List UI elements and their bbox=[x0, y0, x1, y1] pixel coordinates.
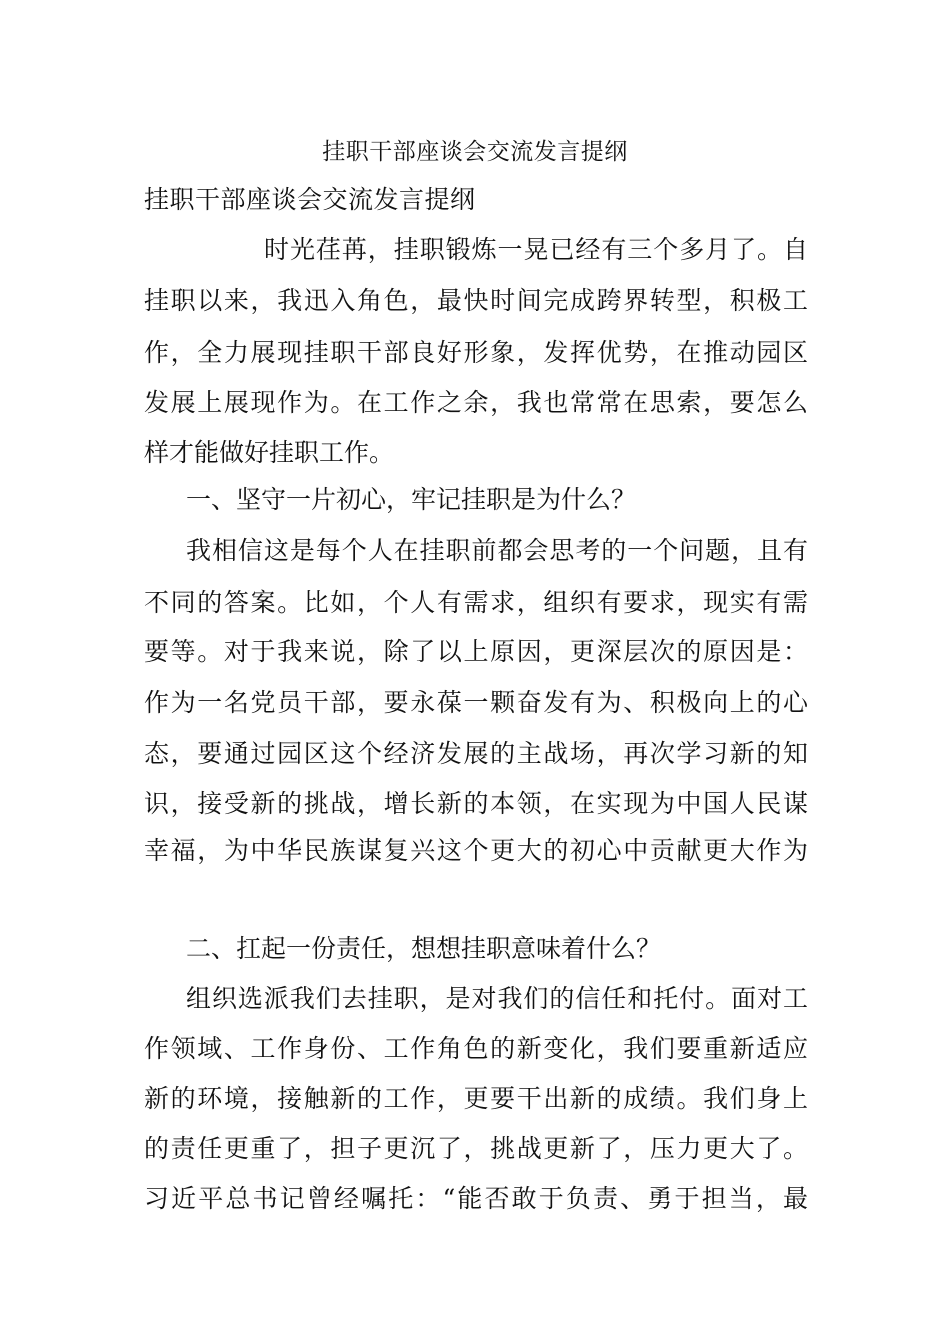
document-title: 挂职干部座谈会交流发言提纲 bbox=[322, 139, 628, 165]
section-heading: 一、坚守一片初心，牢记挂职是为什么？ bbox=[186, 485, 637, 514]
document-subtitle: 挂职干部座谈会交流发言提纲 bbox=[144, 185, 476, 214]
paragraph-line: 不同的答案。比如，个人有需求，组织有要求，现实有需 bbox=[144, 588, 808, 617]
paragraph-line: 我相信这是每个人在挂职前都会思考的一个问题，且有 bbox=[186, 536, 808, 565]
paragraph-line: 新的环境，接触新的工作，更要干出新的成绩。我们身上 bbox=[144, 1084, 808, 1113]
paragraph-line: 识，接受新的挑战，增长新的本领，在实现为中国人民谋 bbox=[144, 789, 808, 818]
paragraph-line: 要等。对于我来说，除了以上原因，更深层次的原因是： bbox=[144, 637, 808, 666]
paragraph-line: 样才能做好挂职工作。 bbox=[144, 438, 395, 467]
paragraph-line: 的责任更重了，担子更沉了，挑战更新了，压力更大了。 bbox=[144, 1134, 808, 1163]
paragraph-line: 习近平总书记曾经嘱托：“能否敢于负责、勇于担当，最 bbox=[144, 1184, 808, 1213]
paragraph-line: 发展上展现作为。在工作之余，我也常常在思索，要怎么 bbox=[144, 388, 808, 417]
paragraph-line: 组织选派我们去挂职，是对我们的信任和托付。面对工 bbox=[186, 984, 808, 1013]
paragraph-line: 态，要通过园区这个经济发展的主战场，再次学习新的知 bbox=[144, 739, 808, 768]
paragraph-line: 作为一名党员干部，要永葆一颗奋发有为、积极向上的心 bbox=[144, 688, 808, 717]
paragraph-line: 作领域、工作身份、工作角色的新变化，我们要重新适应 bbox=[144, 1034, 808, 1063]
section-heading: 二、扛起一份责任，想想挂职意味着什么？ bbox=[186, 934, 662, 963]
paragraph-line: 作，全力展现挂职干部良好形象，发挥优势，在推动园区 bbox=[144, 338, 808, 367]
paragraph-line: 挂职以来，我迅入角色，最快时间完成跨界转型，积极工 bbox=[144, 286, 808, 315]
paragraph-line: 时光荏苒，挂职锻炼一晃已经有三个多月了。自 bbox=[264, 235, 808, 264]
paragraph-line: 幸福，为中华民族谋复兴这个更大的初心中贡献更大作为 bbox=[144, 836, 808, 865]
